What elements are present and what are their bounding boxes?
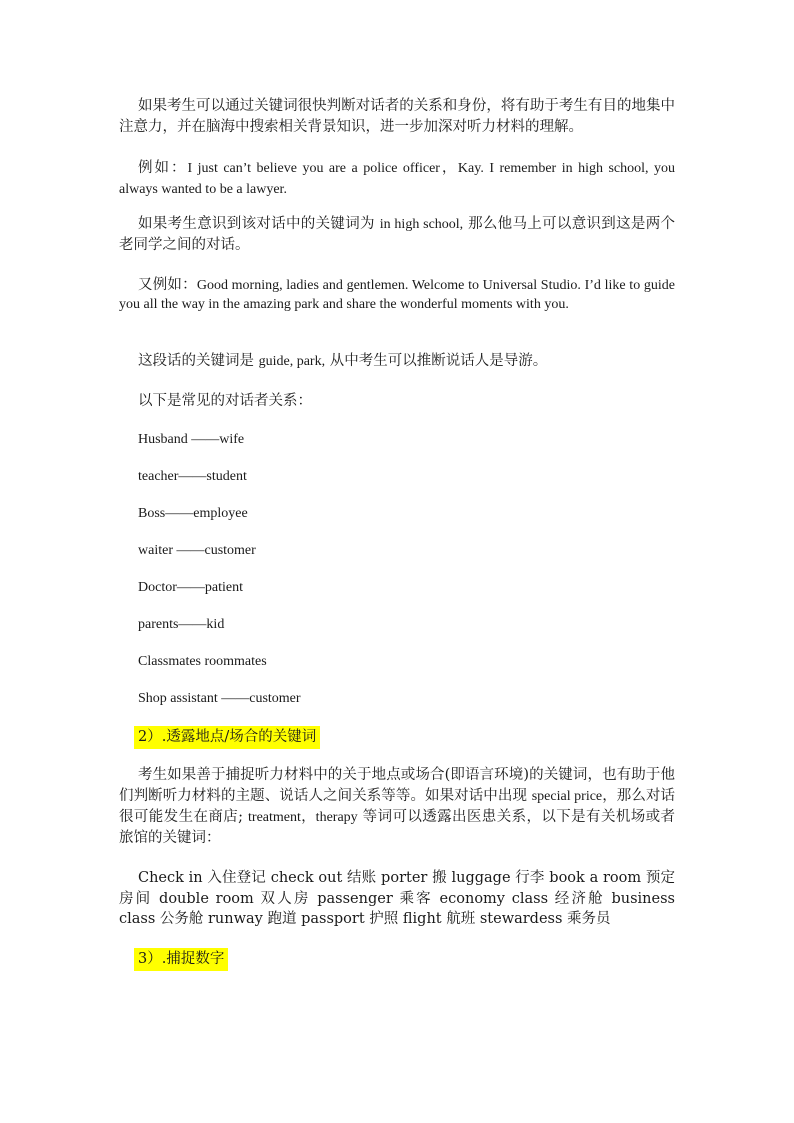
relations-intro: 以下是常见的对话者关系：: [138, 393, 312, 409]
example2-text: Good morning, ladies and gentlemen. Welcome to Universal Studio. I’d like to guide you all the way in the amazing park and share the wonderful moments with you.: [119, 278, 675, 312]
example1-text: I just can’t believe you are a police officer，Kay. I remember in high school, you always wanted to be a lawyer.: [119, 161, 675, 197]
intro-paragraph: [119, 96, 675, 138]
section2-text-a: 考生如果善于捕捉听力材料中的关于地点或场合(即语言环境)的关键词，也有助于他们判断听力材料的主题、说话人之间关系等等。如果对话中出现: [119, 767, 675, 804]
explain2-text-a: 这段话的关键词是: [138, 353, 259, 369]
relation-item: Husband ——wife: [138, 432, 245, 447]
example1-paragraph: [119, 158, 675, 200]
relation-item: teacher——student: [138, 469, 247, 484]
explain1-keyword: in high school,: [379, 217, 464, 232]
example2-label: 又例如：: [138, 277, 197, 293]
explain1-paragraph: [119, 214, 675, 256]
relation-item: waiter ——customer: [138, 543, 256, 558]
example1-label: 例如：: [138, 160, 188, 176]
section2-vocab-text: Check in 入住登记 check out 结账 porter 搬 luggage 行李 book a room 预定房间 double room 双人房 passenger 乘客 economy class 经济舱 business class 公务舱 runway 跑道 passport 护照 flight 航班 stewardess 乘务员: [119, 870, 675, 927]
explain2-keyword: guide, park,: [258, 354, 326, 369]
relation-item: Doctor——patient: [138, 580, 243, 595]
section2-text-c: 等词可以透露出医患关系，以下是有关机场或者旅馆的关键词：: [119, 809, 676, 846]
section2-keyword-special-price: special price: [531, 789, 603, 804]
intro-text: 如果考生可以通过关键词很快判断对话者的关系和身份，将有助于考生有目的地集中注意力，并在脑海中搜索相关背景知识，进一步加深对听力材料的理解。: [119, 98, 675, 135]
explain2-text-b: 从中考生可以推断说话人是导游。: [325, 353, 548, 369]
section2-paragraph: [119, 765, 675, 849]
section2-vocab: [119, 868, 675, 930]
example2-paragraph: [119, 276, 675, 314]
section2-keyword-treatment: treatment，therapy: [248, 810, 358, 825]
relation-item: Classmates roommates: [138, 654, 267, 669]
explain1-text-a: 如果考生意识到该对话中的关键词为: [138, 216, 380, 232]
relation-item: parents——kid: [138, 617, 225, 632]
explain1-text-b: 那么他马上可以意识到这是两个老同学之间的对话。: [119, 216, 675, 253]
section3-heading: 3）.捕捉数字: [134, 948, 228, 971]
section2-heading: 2）.透露地点/场合的关键词: [134, 726, 320, 749]
explain2-paragraph: [138, 351, 547, 372]
relation-item: Boss——employee: [138, 506, 248, 521]
section2-text-b: ，那么对话很可能发生在商店;: [119, 788, 676, 825]
relation-item: Shop assistant ——customer: [138, 691, 301, 706]
